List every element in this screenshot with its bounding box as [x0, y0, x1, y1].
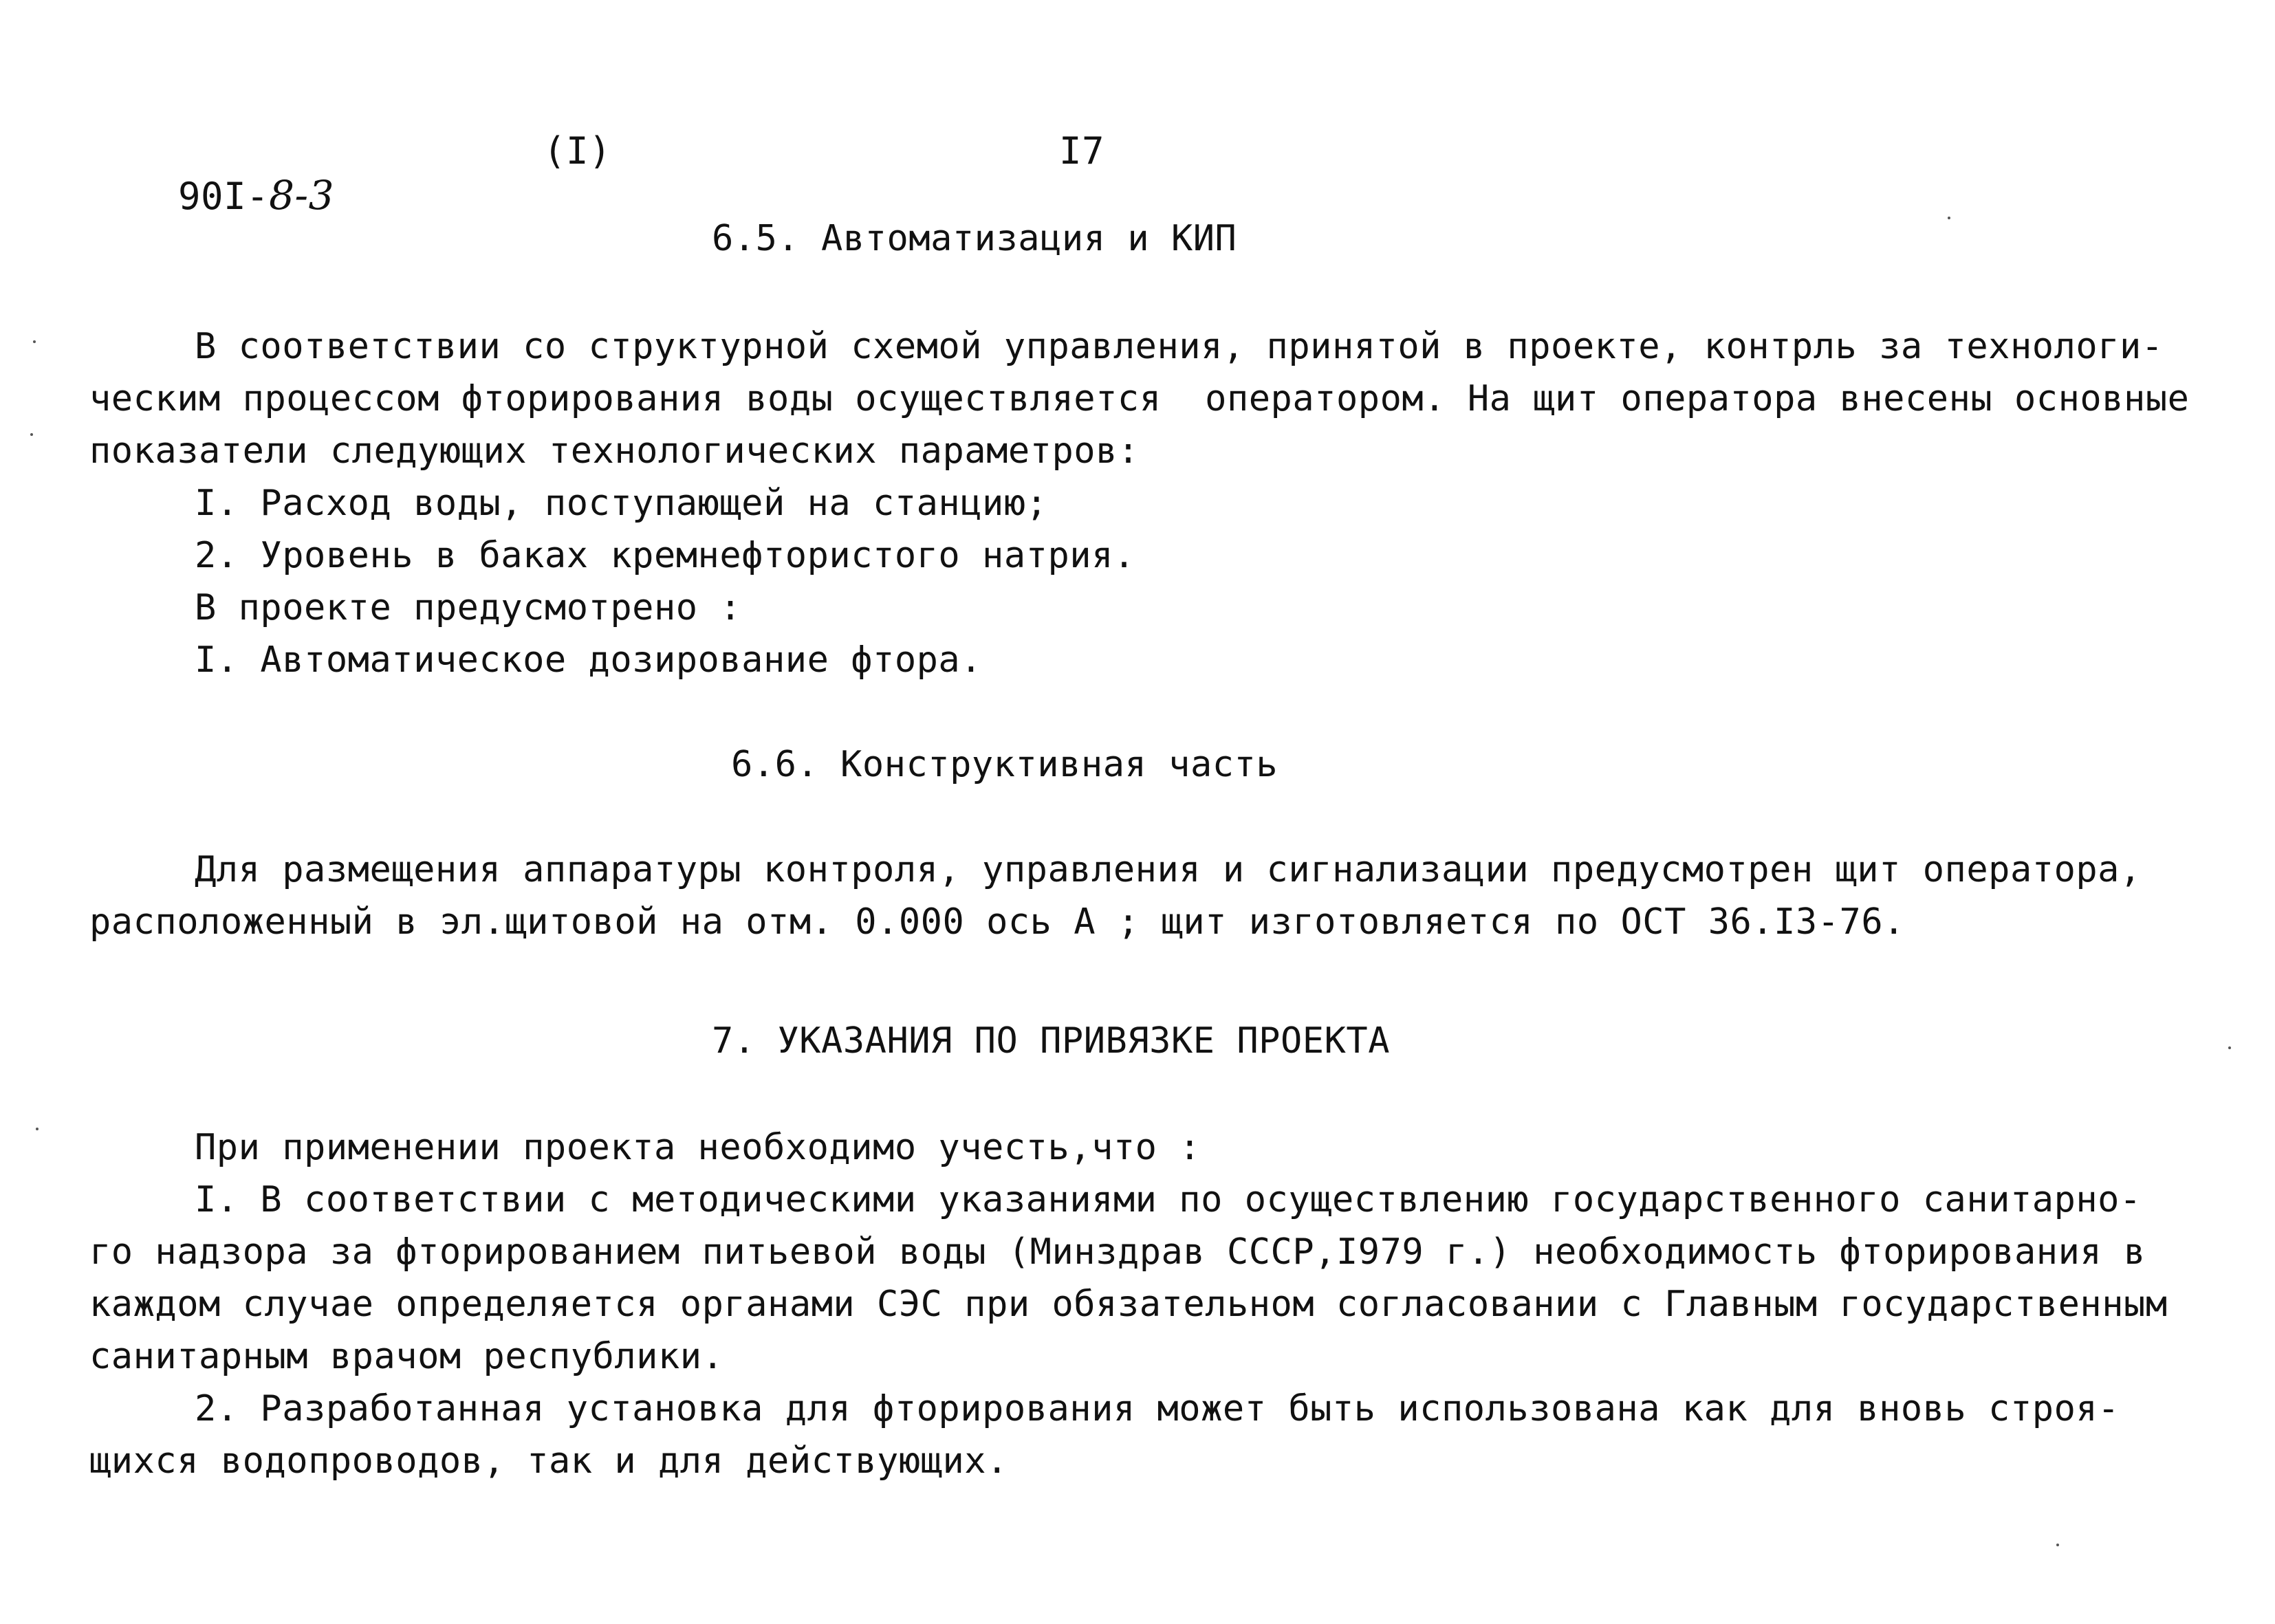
paragraph-line: При применении проекта необходимо учесть,что :	[195, 1127, 1201, 1168]
paragraph-line: щихся водопроводов, так и для действующих.	[89, 1440, 1008, 1482]
paragraph-line: го надзора за фторированием питьевой воды (Минздрав СССР,I979 г.) необходимость фторирования в	[89, 1231, 2146, 1273]
scan-speck	[36, 1128, 39, 1130]
part-number: (I)	[543, 129, 612, 173]
paragraph-line: каждом случае определяется органами СЭС при обязательном согласовании с Главным государственным	[89, 1284, 2168, 1325]
paragraph-line: показатели следующих технологических параметров:	[89, 430, 1140, 472]
scan-speck	[33, 340, 36, 343]
paragraph-line: санитарным врачом республики.	[89, 1336, 724, 1377]
list-item: I. Расход воды, поступающей на станцию;	[195, 483, 1048, 524]
doc-code-handwritten: 8-3	[269, 172, 334, 219]
provision-label: В проекте предусмотрено :	[195, 587, 742, 628]
scan-speck	[30, 433, 33, 436]
section-heading-6-6: 6.6. Конструктивная часть	[731, 744, 1278, 785]
scan-speck	[2228, 1046, 2231, 1049]
scan-speck	[2056, 1544, 2059, 1546]
list-item: I. Автоматическое дозирование фтора.	[195, 639, 983, 681]
paragraph-line: расположенный в эл.щитовой на отм. 0.000 ось А ; щит изготовляется по ОСТ 36.I3-76.	[89, 901, 1905, 943]
list-item: I. В соответствии с методическими указаниями по осуществлению государственного санитарно-	[195, 1179, 2142, 1220]
paragraph-line: В соответствии со структурной схемой управления, принятой в проекте, контрль за технологи-	[195, 326, 2164, 367]
doc-code-prefix: 90I-	[178, 175, 270, 218]
list-item: 2. Разработанная установка для фторирования может быть использована как для вновь строя-	[195, 1388, 2120, 1429]
doc-code	[87, 129, 334, 263]
list-item: 2. Уровень в баках кремнефтористого натрия.	[195, 535, 1135, 576]
section-heading-7: 7. УКАЗАНИЯ ПО ПРИВЯЗКЕ ПРОЕКТА	[712, 1020, 1391, 1062]
page-number: I7	[1059, 129, 1105, 173]
paragraph-line: ческим процессом фторирования воды осуществляется оператором. На щит оператора внесены основные	[89, 378, 2190, 419]
paragraph-line: Для размещения аппаратуры контроля, управления и сигнализации предусмотрен щит оператора,	[195, 849, 2142, 890]
scan-speck	[1948, 217, 1950, 219]
section-heading-6-5: 6.5. Автоматизация и КИП	[712, 218, 1237, 259]
